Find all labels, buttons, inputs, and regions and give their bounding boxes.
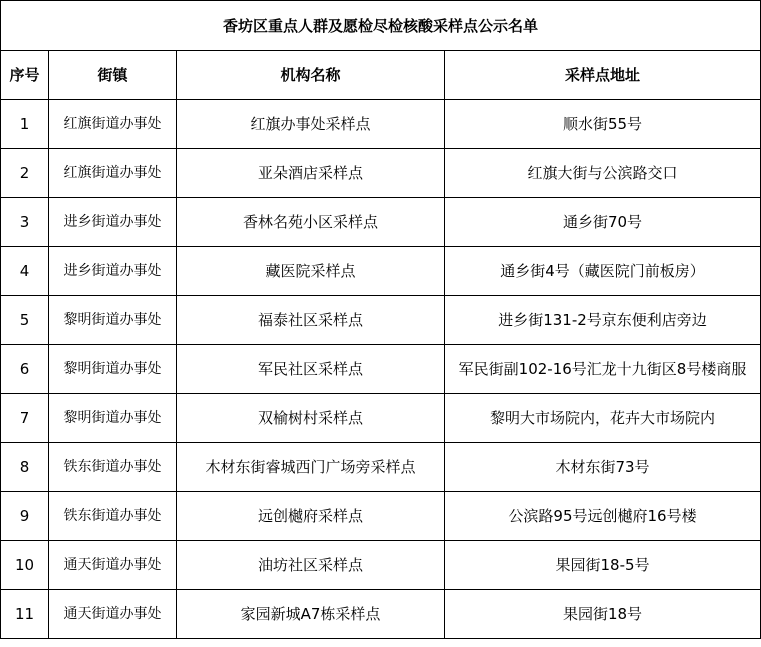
table-row [1,541,761,590]
cell-org: 军民社区采样点 [177,345,445,394]
table-row [1,296,761,345]
cell-org: 木材东街睿城西门广场旁采样点 [177,443,445,492]
cell-street: 红旗街道办事处 [49,149,177,198]
cell-street: 进乡街道办事处 [49,198,177,247]
cell-index: 10 [1,541,49,590]
cell-index: 7 [1,394,49,443]
cell-org: 香林名苑小区采样点 [177,198,445,247]
cell-index: 9 [1,492,49,541]
table-row [1,149,761,198]
cell-address: 军民街副102-16号汇龙十九街区8号楼商服 [445,345,761,394]
cell-index: 4 [1,247,49,296]
cell-org: 油坊社区采样点 [177,541,445,590]
header-org: 机构名称 [177,51,445,100]
cell-index: 11 [1,590,49,639]
header-row [1,51,761,100]
cell-org: 福泰社区采样点 [177,296,445,345]
cell-index: 3 [1,198,49,247]
cell-address: 木材东街73号 [445,443,761,492]
cell-index: 8 [1,443,49,492]
table-row [1,443,761,492]
cell-index: 5 [1,296,49,345]
cell-org: 家园新城A7栋采样点 [177,590,445,639]
table-row [1,394,761,443]
cell-address: 顺水街55号 [445,100,761,149]
cell-address: 红旗大街与公滨路交口 [445,149,761,198]
cell-address: 通乡街70号 [445,198,761,247]
table-row [1,247,761,296]
cell-street: 通天街道办事处 [49,590,177,639]
cell-address: 进乡街131-2号京东便利店旁边 [445,296,761,345]
cell-org: 远创樾府采样点 [177,492,445,541]
cell-address: 公滨路95号远创樾府16号楼 [445,492,761,541]
table-row [1,345,761,394]
cell-org: 亚朵酒店采样点 [177,149,445,198]
table-row [1,590,761,639]
cell-street: 红旗街道办事处 [49,100,177,149]
table-row [1,492,761,541]
cell-street: 黎明街道办事处 [49,296,177,345]
cell-street: 通天街道办事处 [49,541,177,590]
cell-street: 黎明街道办事处 [49,345,177,394]
cell-address: 果园街18号 [445,590,761,639]
cell-street: 进乡街道办事处 [49,247,177,296]
cell-index: 1 [1,100,49,149]
cell-index: 2 [1,149,49,198]
header-index: 序号 [1,51,49,100]
cell-address: 果园街18-5号 [445,541,761,590]
cell-index: 6 [1,345,49,394]
cell-address: 黎明大市场院内，花卉大市场院内 [445,394,761,443]
cell-org: 红旗办事处采样点 [177,100,445,149]
cell-street: 铁东街道办事处 [49,492,177,541]
cell-street: 黎明街道办事处 [49,394,177,443]
table-title: 香坊区重点人群及愿检尽检核酸采样点公示名单 [1,1,761,51]
cell-org: 藏医院采样点 [177,247,445,296]
table-row [1,100,761,149]
cell-street: 铁东街道办事处 [49,443,177,492]
cell-address: 通乡街4号（藏医院门前板房） [445,247,761,296]
table-row [1,198,761,247]
header-address: 采样点地址 [445,51,761,100]
title-row [1,1,761,51]
cell-org: 双榆树村采样点 [177,394,445,443]
header-street: 街镇 [49,51,177,100]
